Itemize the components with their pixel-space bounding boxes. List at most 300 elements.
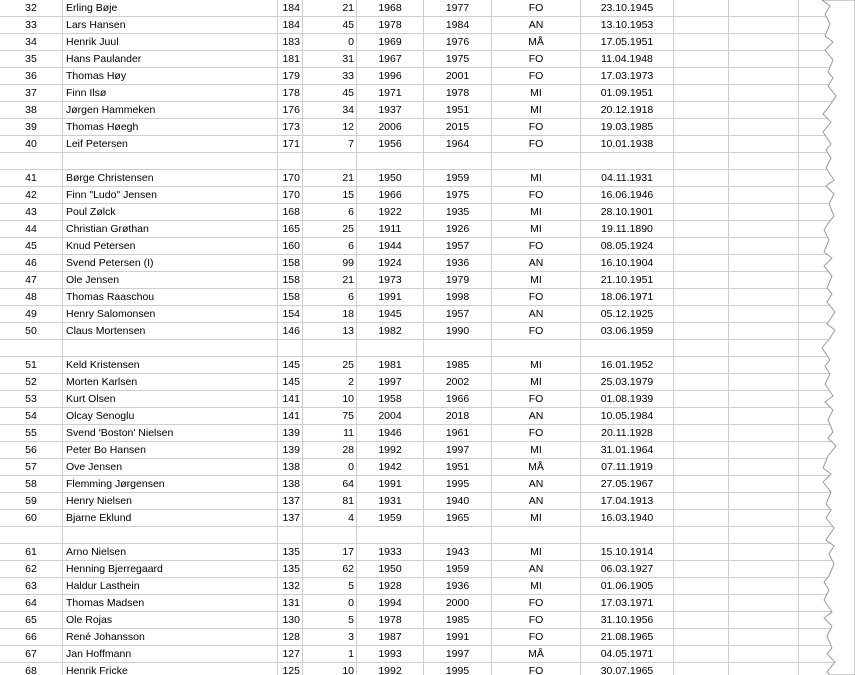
- empty-cell[interactable]: [674, 272, 729, 289]
- cell-name[interactable]: Peter Bo Hansen: [63, 442, 278, 459]
- cell-nr[interactable]: 59: [0, 493, 63, 510]
- cell-nr[interactable]: 43: [0, 204, 63, 221]
- cell-y2[interactable]: 2002: [424, 374, 492, 391]
- cell-v2[interactable]: 6: [303, 204, 357, 221]
- cell-y2[interactable]: 1975: [424, 187, 492, 204]
- cell-y2[interactable]: 1936: [424, 578, 492, 595]
- cell-code[interactable]: FO: [492, 68, 581, 85]
- cell-date[interactable]: 17.05.1951: [581, 34, 674, 51]
- cell-code[interactable]: FO: [492, 238, 581, 255]
- empty-cell[interactable]: [674, 0, 729, 17]
- cell-v1[interactable]: [278, 153, 303, 170]
- cell-v2[interactable]: 13: [303, 323, 357, 340]
- cell-code[interactable]: [492, 340, 581, 357]
- cell-name[interactable]: Thomas Høy: [63, 68, 278, 85]
- cell-name[interactable]: Ole Jensen: [63, 272, 278, 289]
- cell-y2[interactable]: 1978: [424, 85, 492, 102]
- cell-y2[interactable]: 1943: [424, 544, 492, 561]
- cell-nr[interactable]: 32: [0, 0, 63, 17]
- cell-y2[interactable]: [424, 527, 492, 544]
- empty-cell[interactable]: [674, 663, 729, 675]
- empty-cell[interactable]: [729, 510, 799, 527]
- cell-name[interactable]: [63, 527, 278, 544]
- empty-cell[interactable]: [729, 187, 799, 204]
- cell-code[interactable]: FO: [492, 136, 581, 153]
- cell-date[interactable]: 16.10.1904: [581, 255, 674, 272]
- empty-cell[interactable]: [674, 527, 729, 544]
- cell-nr[interactable]: 54: [0, 408, 63, 425]
- cell-name[interactable]: Lars Hansen: [63, 17, 278, 34]
- empty-cell[interactable]: [674, 119, 729, 136]
- empty-cell[interactable]: [729, 391, 799, 408]
- cell-name[interactable]: Christian Grøthan: [63, 221, 278, 238]
- empty-cell[interactable]: [674, 374, 729, 391]
- cell-v2[interactable]: 31: [303, 51, 357, 68]
- cell-v2[interactable]: 4: [303, 510, 357, 527]
- cell-name[interactable]: Svend 'Boston' Nielsen: [63, 425, 278, 442]
- empty-cell[interactable]: [729, 493, 799, 510]
- cell-code[interactable]: FO: [492, 612, 581, 629]
- cell-y2[interactable]: 1977: [424, 0, 492, 17]
- cell-y2[interactable]: 1998: [424, 289, 492, 306]
- cell-code[interactable]: MI: [492, 170, 581, 187]
- cell-code[interactable]: AN: [492, 561, 581, 578]
- empty-cell[interactable]: [674, 187, 729, 204]
- cell-name[interactable]: Thomas Raaschou: [63, 289, 278, 306]
- cell-y2[interactable]: 1957: [424, 306, 492, 323]
- cell-date[interactable]: 11.04.1948: [581, 51, 674, 68]
- cell-name[interactable]: Flemming Jørgensen: [63, 476, 278, 493]
- cell-name[interactable]: Morten Karlsen: [63, 374, 278, 391]
- cell-y2[interactable]: 1926: [424, 221, 492, 238]
- cell-v1[interactable]: 158: [278, 289, 303, 306]
- cell-y2[interactable]: 2018: [424, 408, 492, 425]
- cell-v1[interactable]: 141: [278, 391, 303, 408]
- cell-y1[interactable]: 1987: [357, 629, 424, 646]
- cell-v2[interactable]: 34: [303, 102, 357, 119]
- cell-v1[interactable]: 125: [278, 663, 303, 675]
- empty-cell[interactable]: [674, 68, 729, 85]
- cell-name[interactable]: Jan Hoffmann: [63, 646, 278, 663]
- cell-y2[interactable]: 1991: [424, 629, 492, 646]
- cell-date[interactable]: 08.05.1924: [581, 238, 674, 255]
- cell-y2[interactable]: 1951: [424, 102, 492, 119]
- cell-date[interactable]: 19.03.1985: [581, 119, 674, 136]
- cell-v2[interactable]: 17: [303, 544, 357, 561]
- empty-cell[interactable]: [674, 595, 729, 612]
- cell-v1[interactable]: 139: [278, 442, 303, 459]
- cell-code[interactable]: AN: [492, 306, 581, 323]
- cell-y2[interactable]: 1995: [424, 663, 492, 675]
- cell-v2[interactable]: [303, 527, 357, 544]
- cell-nr[interactable]: 62: [0, 561, 63, 578]
- cell-name[interactable]: Henning Bjerregaard: [63, 561, 278, 578]
- cell-y1[interactable]: 1992: [357, 663, 424, 675]
- cell-y1[interactable]: 1946: [357, 425, 424, 442]
- cell-v1[interactable]: 183: [278, 34, 303, 51]
- cell-nr[interactable]: 63: [0, 578, 63, 595]
- cell-code[interactable]: MI: [492, 442, 581, 459]
- empty-cell[interactable]: [674, 340, 729, 357]
- cell-v2[interactable]: 33: [303, 68, 357, 85]
- empty-cell[interactable]: [674, 629, 729, 646]
- cell-v1[interactable]: 130: [278, 612, 303, 629]
- cell-v1[interactable]: 179: [278, 68, 303, 85]
- empty-cell[interactable]: [729, 34, 799, 51]
- cell-y2[interactable]: 1966: [424, 391, 492, 408]
- cell-v1[interactable]: 131: [278, 595, 303, 612]
- empty-cell[interactable]: [674, 17, 729, 34]
- cell-y2[interactable]: 1951: [424, 459, 492, 476]
- cell-date[interactable]: 16.03.1940: [581, 510, 674, 527]
- cell-y1[interactable]: 1973: [357, 272, 424, 289]
- cell-y1[interactable]: [357, 153, 424, 170]
- cell-date[interactable]: 16.06.1946: [581, 187, 674, 204]
- cell-y1[interactable]: 1931: [357, 493, 424, 510]
- cell-y2[interactable]: 1961: [424, 425, 492, 442]
- cell-date[interactable]: 23.10.1945: [581, 0, 674, 17]
- cell-v2[interactable]: 11: [303, 425, 357, 442]
- cell-name[interactable]: Poul Zølck: [63, 204, 278, 221]
- empty-cell[interactable]: [674, 612, 729, 629]
- cell-y2[interactable]: 1959: [424, 561, 492, 578]
- cell-nr[interactable]: 52: [0, 374, 63, 391]
- cell-code[interactable]: FO: [492, 51, 581, 68]
- cell-v2[interactable]: 99: [303, 255, 357, 272]
- cell-y1[interactable]: 1967: [357, 51, 424, 68]
- empty-cell[interactable]: [674, 391, 729, 408]
- cell-v1[interactable]: 135: [278, 561, 303, 578]
- empty-cell[interactable]: [729, 136, 799, 153]
- empty-cell[interactable]: [729, 442, 799, 459]
- cell-code[interactable]: MI: [492, 374, 581, 391]
- cell-code[interactable]: MI: [492, 510, 581, 527]
- empty-cell[interactable]: [729, 170, 799, 187]
- cell-v1[interactable]: 139: [278, 425, 303, 442]
- cell-code[interactable]: FO: [492, 0, 581, 17]
- cell-v2[interactable]: 12: [303, 119, 357, 136]
- cell-name[interactable]: Henrik Juul: [63, 34, 278, 51]
- cell-v1[interactable]: 138: [278, 476, 303, 493]
- empty-cell[interactable]: [729, 255, 799, 272]
- cell-date[interactable]: 01.08.1939: [581, 391, 674, 408]
- cell-y1[interactable]: 1994: [357, 595, 424, 612]
- empty-cell[interactable]: [674, 306, 729, 323]
- empty-cell[interactable]: [674, 476, 729, 493]
- cell-y1[interactable]: 1950: [357, 561, 424, 578]
- cell-y1[interactable]: 1942: [357, 459, 424, 476]
- cell-v2[interactable]: 3: [303, 629, 357, 646]
- empty-cell[interactable]: [729, 221, 799, 238]
- cell-y1[interactable]: 1997: [357, 374, 424, 391]
- cell-y1[interactable]: 1922: [357, 204, 424, 221]
- empty-cell[interactable]: [674, 289, 729, 306]
- cell-y1[interactable]: [357, 527, 424, 544]
- cell-v1[interactable]: 137: [278, 493, 303, 510]
- cell-y1[interactable]: 1991: [357, 289, 424, 306]
- cell-v2[interactable]: 6: [303, 289, 357, 306]
- cell-y2[interactable]: 1985: [424, 357, 492, 374]
- cell-v1[interactable]: 171: [278, 136, 303, 153]
- cell-code[interactable]: FO: [492, 323, 581, 340]
- cell-date[interactable]: 10.05.1984: [581, 408, 674, 425]
- cell-nr[interactable]: 45: [0, 238, 63, 255]
- cell-name[interactable]: Svend Petersen (I): [63, 255, 278, 272]
- cell-date[interactable]: 13.10.1953: [581, 17, 674, 34]
- cell-nr[interactable]: 44: [0, 221, 63, 238]
- cell-name[interactable]: Bjarne Eklund: [63, 510, 278, 527]
- cell-code[interactable]: [492, 153, 581, 170]
- cell-code[interactable]: FO: [492, 391, 581, 408]
- cell-v1[interactable]: 154: [278, 306, 303, 323]
- cell-date[interactable]: 16.01.1952: [581, 357, 674, 374]
- empty-cell[interactable]: [729, 306, 799, 323]
- cell-date[interactable]: 17.03.1971: [581, 595, 674, 612]
- cell-code[interactable]: FO: [492, 663, 581, 675]
- empty-cell[interactable]: [674, 136, 729, 153]
- cell-v1[interactable]: 158: [278, 255, 303, 272]
- cell-v2[interactable]: 5: [303, 578, 357, 595]
- cell-name[interactable]: René Johansson: [63, 629, 278, 646]
- cell-y1[interactable]: 1978: [357, 612, 424, 629]
- empty-cell[interactable]: [674, 357, 729, 374]
- cell-nr[interactable]: 68: [0, 663, 63, 675]
- cell-y1[interactable]: 1958: [357, 391, 424, 408]
- cell-y2[interactable]: 1957: [424, 238, 492, 255]
- cell-name[interactable]: Keld Kristensen: [63, 357, 278, 374]
- cell-date[interactable]: 25.03.1979: [581, 374, 674, 391]
- empty-cell[interactable]: [674, 510, 729, 527]
- cell-v2[interactable]: 7: [303, 136, 357, 153]
- cell-y2[interactable]: [424, 340, 492, 357]
- cell-v1[interactable]: 145: [278, 357, 303, 374]
- cell-y2[interactable]: 1935: [424, 204, 492, 221]
- cell-nr[interactable]: 51: [0, 357, 63, 374]
- cell-nr[interactable]: 64: [0, 595, 63, 612]
- cell-code[interactable]: AN: [492, 17, 581, 34]
- cell-date[interactable]: [581, 527, 674, 544]
- cell-y2[interactable]: 1940: [424, 493, 492, 510]
- cell-name[interactable]: Finn Ilsø: [63, 85, 278, 102]
- cell-v1[interactable]: [278, 340, 303, 357]
- empty-cell[interactable]: [729, 578, 799, 595]
- cell-v2[interactable]: 25: [303, 357, 357, 374]
- cell-v2[interactable]: 45: [303, 17, 357, 34]
- cell-y1[interactable]: 1956: [357, 136, 424, 153]
- cell-name[interactable]: Claus Mortensen: [63, 323, 278, 340]
- cell-v1[interactable]: 184: [278, 17, 303, 34]
- empty-cell[interactable]: [729, 204, 799, 221]
- cell-code[interactable]: MI: [492, 204, 581, 221]
- empty-cell[interactable]: [674, 561, 729, 578]
- cell-y1[interactable]: 2004: [357, 408, 424, 425]
- cell-nr[interactable]: 33: [0, 17, 63, 34]
- cell-date[interactable]: 20.12.1918: [581, 102, 674, 119]
- cell-y1[interactable]: 1937: [357, 102, 424, 119]
- cell-v2[interactable]: 21: [303, 0, 357, 17]
- cell-name[interactable]: Knud Petersen: [63, 238, 278, 255]
- cell-v1[interactable]: 138: [278, 459, 303, 476]
- empty-cell[interactable]: [729, 527, 799, 544]
- cell-nr[interactable]: 39: [0, 119, 63, 136]
- cell-y1[interactable]: 1959: [357, 510, 424, 527]
- cell-nr[interactable]: 37: [0, 85, 63, 102]
- cell-name[interactable]: Ove Jensen: [63, 459, 278, 476]
- cell-nr[interactable]: 46: [0, 255, 63, 272]
- empty-cell[interactable]: [674, 221, 729, 238]
- cell-nr[interactable]: 58: [0, 476, 63, 493]
- cell-nr[interactable]: 36: [0, 68, 63, 85]
- cell-y2[interactable]: 1975: [424, 51, 492, 68]
- cell-y1[interactable]: 2006: [357, 119, 424, 136]
- cell-v2[interactable]: 81: [303, 493, 357, 510]
- empty-cell[interactable]: [729, 476, 799, 493]
- cell-y1[interactable]: 1978: [357, 17, 424, 34]
- empty-cell[interactable]: [729, 0, 799, 17]
- cell-code[interactable]: FO: [492, 425, 581, 442]
- empty-cell[interactable]: [674, 153, 729, 170]
- cell-code[interactable]: MI: [492, 85, 581, 102]
- empty-cell[interactable]: [729, 561, 799, 578]
- empty-cell[interactable]: [674, 238, 729, 255]
- cell-name[interactable]: Thomas Madsen: [63, 595, 278, 612]
- cell-v2[interactable]: 2: [303, 374, 357, 391]
- cell-date[interactable]: 21.10.1951: [581, 272, 674, 289]
- cell-name[interactable]: Arno Nielsen: [63, 544, 278, 561]
- cell-code[interactable]: MÅ: [492, 459, 581, 476]
- cell-nr[interactable]: 48: [0, 289, 63, 306]
- cell-date[interactable]: 01.09.1951: [581, 85, 674, 102]
- cell-code[interactable]: FO: [492, 629, 581, 646]
- cell-name[interactable]: Henry Salomonsen: [63, 306, 278, 323]
- cell-v2[interactable]: 28: [303, 442, 357, 459]
- cell-y2[interactable]: 1976: [424, 34, 492, 51]
- cell-name[interactable]: Henrik Fricke: [63, 663, 278, 675]
- cell-date[interactable]: 28.10.1901: [581, 204, 674, 221]
- cell-date[interactable]: 21.08.1965: [581, 629, 674, 646]
- empty-cell[interactable]: [729, 289, 799, 306]
- empty-cell[interactable]: [729, 374, 799, 391]
- cell-y1[interactable]: 1950: [357, 170, 424, 187]
- cell-v2[interactable]: 75: [303, 408, 357, 425]
- cell-y2[interactable]: 1936: [424, 255, 492, 272]
- cell-nr[interactable]: 34: [0, 34, 63, 51]
- cell-y1[interactable]: 1968: [357, 0, 424, 17]
- empty-cell[interactable]: [729, 340, 799, 357]
- cell-v2[interactable]: 15: [303, 187, 357, 204]
- cell-y2[interactable]: 1965: [424, 510, 492, 527]
- cell-y1[interactable]: 1924: [357, 255, 424, 272]
- cell-y1[interactable]: 1911: [357, 221, 424, 238]
- cell-date[interactable]: 17.04.1913: [581, 493, 674, 510]
- cell-name[interactable]: Leif Petersen: [63, 136, 278, 153]
- cell-nr[interactable]: 55: [0, 425, 63, 442]
- empty-cell[interactable]: [674, 102, 729, 119]
- cell-v1[interactable]: 128: [278, 629, 303, 646]
- cell-code[interactable]: AN: [492, 476, 581, 493]
- cell-code[interactable]: MÅ: [492, 34, 581, 51]
- cell-code[interactable]: AN: [492, 408, 581, 425]
- cell-v1[interactable]: 127: [278, 646, 303, 663]
- cell-nr[interactable]: 60: [0, 510, 63, 527]
- cell-v2[interactable]: 10: [303, 391, 357, 408]
- cell-code[interactable]: MI: [492, 221, 581, 238]
- cell-date[interactable]: 10.01.1938: [581, 136, 674, 153]
- cell-v1[interactable]: 137: [278, 510, 303, 527]
- cell-date[interactable]: 04.05.1971: [581, 646, 674, 663]
- empty-cell[interactable]: [729, 425, 799, 442]
- cell-v1[interactable]: 173: [278, 119, 303, 136]
- cell-y2[interactable]: 1997: [424, 442, 492, 459]
- empty-cell[interactable]: [729, 272, 799, 289]
- cell-nr[interactable]: 50: [0, 323, 63, 340]
- cell-nr[interactable]: [0, 340, 63, 357]
- empty-cell[interactable]: [674, 425, 729, 442]
- cell-nr[interactable]: 47: [0, 272, 63, 289]
- cell-code[interactable]: MI: [492, 357, 581, 374]
- cell-v2[interactable]: [303, 340, 357, 357]
- cell-v2[interactable]: [303, 153, 357, 170]
- cell-v2[interactable]: 0: [303, 595, 357, 612]
- cell-nr[interactable]: 67: [0, 646, 63, 663]
- empty-cell[interactable]: [674, 34, 729, 51]
- cell-v1[interactable]: 184: [278, 0, 303, 17]
- empty-cell[interactable]: [729, 17, 799, 34]
- cell-date[interactable]: [581, 153, 674, 170]
- cell-v1[interactable]: 135: [278, 544, 303, 561]
- cell-v1[interactable]: 160: [278, 238, 303, 255]
- empty-cell[interactable]: [729, 85, 799, 102]
- cell-y2[interactable]: 2015: [424, 119, 492, 136]
- cell-y1[interactable]: 1971: [357, 85, 424, 102]
- cell-code[interactable]: FO: [492, 595, 581, 612]
- empty-cell[interactable]: [729, 646, 799, 663]
- cell-name[interactable]: [63, 153, 278, 170]
- cell-y1[interactable]: 1933: [357, 544, 424, 561]
- cell-nr[interactable]: 35: [0, 51, 63, 68]
- cell-y1[interactable]: [357, 340, 424, 357]
- cell-y2[interactable]: 1959: [424, 170, 492, 187]
- cell-code[interactable]: AN: [492, 493, 581, 510]
- cell-v2[interactable]: 64: [303, 476, 357, 493]
- cell-y1[interactable]: 1966: [357, 187, 424, 204]
- empty-cell[interactable]: [674, 646, 729, 663]
- empty-cell[interactable]: [674, 323, 729, 340]
- empty-cell[interactable]: [729, 612, 799, 629]
- empty-cell[interactable]: [674, 170, 729, 187]
- cell-name[interactable]: Olcay Senoglu: [63, 408, 278, 425]
- cell-code[interactable]: FO: [492, 187, 581, 204]
- cell-date[interactable]: 30.07.1965: [581, 663, 674, 675]
- cell-y1[interactable]: 1993: [357, 646, 424, 663]
- cell-v2[interactable]: 18: [303, 306, 357, 323]
- cell-v1[interactable]: 165: [278, 221, 303, 238]
- cell-date[interactable]: 15.10.1914: [581, 544, 674, 561]
- cell-y2[interactable]: 1979: [424, 272, 492, 289]
- cell-y1[interactable]: 1996: [357, 68, 424, 85]
- cell-y1[interactable]: 1981: [357, 357, 424, 374]
- cell-v2[interactable]: 10: [303, 663, 357, 675]
- empty-cell[interactable]: [674, 408, 729, 425]
- cell-name[interactable]: Henry Nielsen: [63, 493, 278, 510]
- cell-v2[interactable]: 21: [303, 272, 357, 289]
- cell-v1[interactable]: 146: [278, 323, 303, 340]
- cell-nr[interactable]: 42: [0, 187, 63, 204]
- cell-date[interactable]: 01.06.1905: [581, 578, 674, 595]
- cell-code[interactable]: MI: [492, 272, 581, 289]
- empty-cell[interactable]: [729, 459, 799, 476]
- cell-v2[interactable]: 21: [303, 170, 357, 187]
